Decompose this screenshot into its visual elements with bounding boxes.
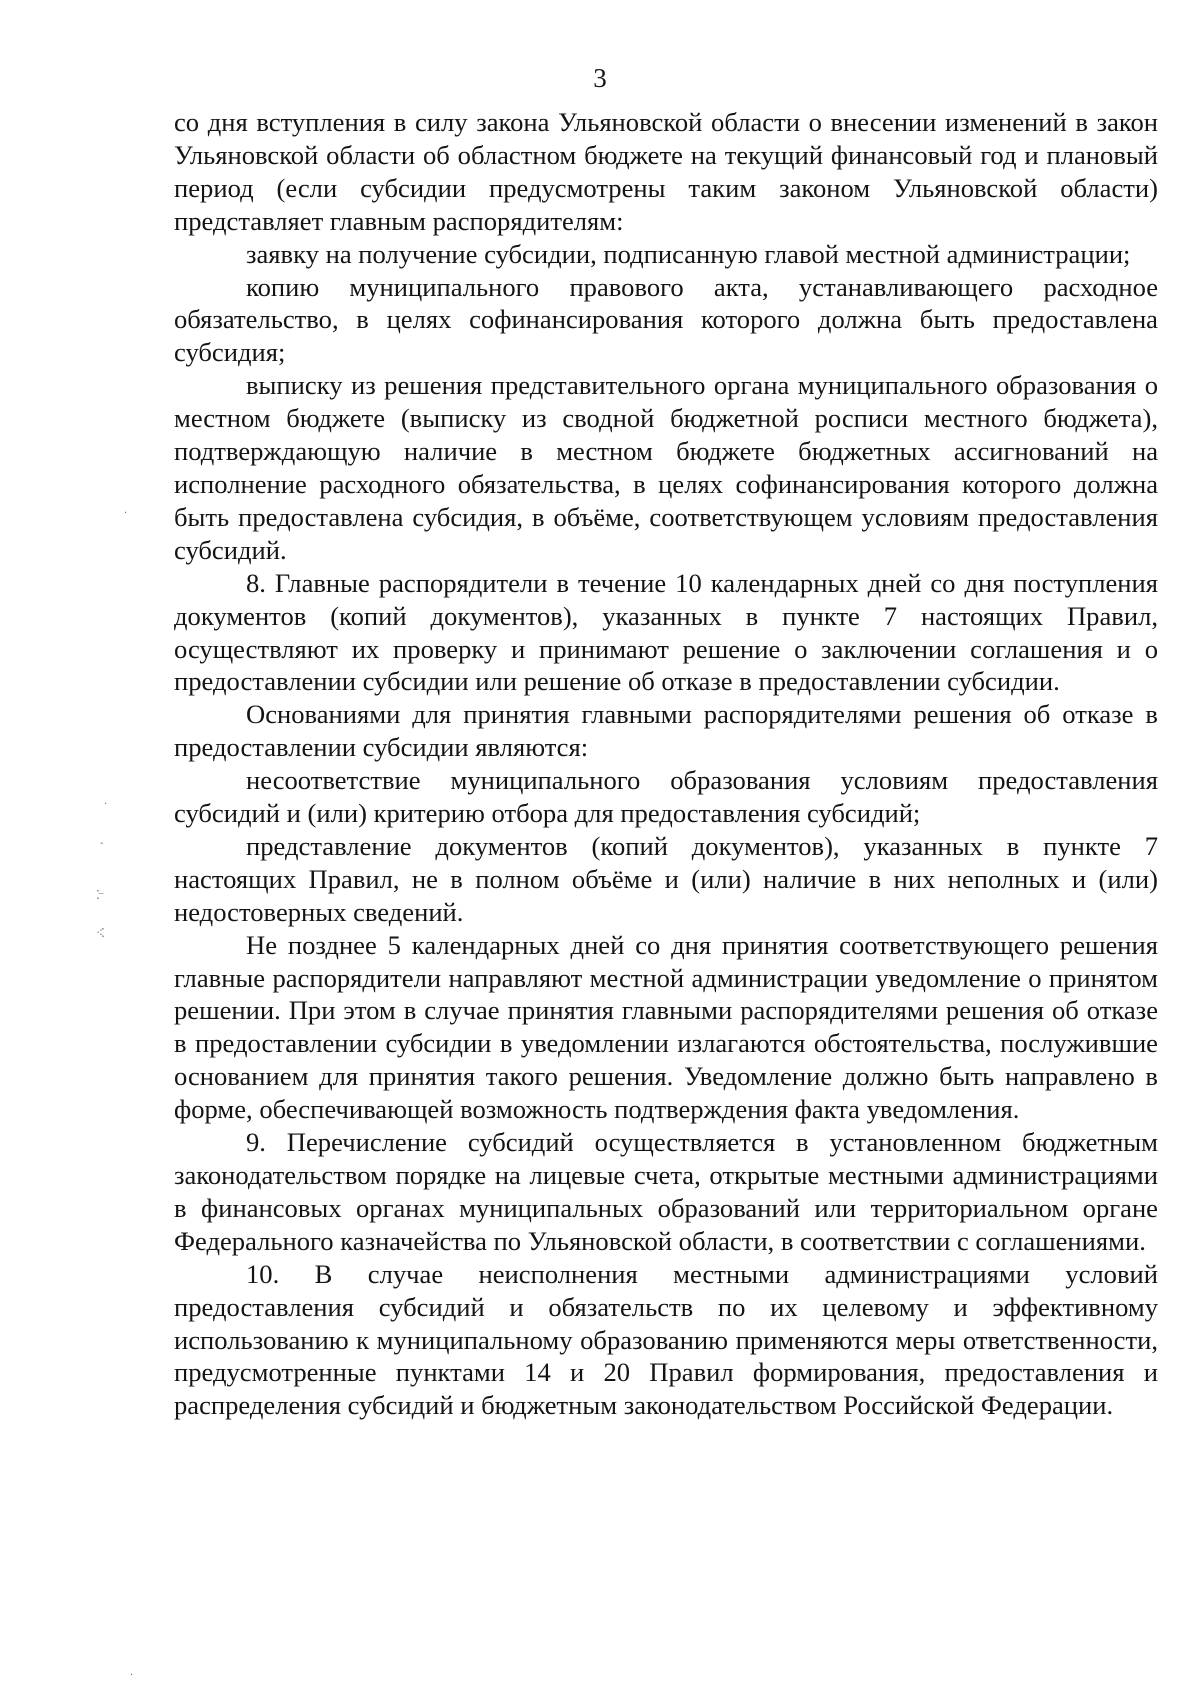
scan-artifact-mark: ⁖⁚ xyxy=(96,926,103,940)
paragraph-notification: Не позднее 5 календарных дней со дня принятия соответствующего решения главные распорядители направляют местной администрации уведомление о принятом решении. При этом в случае принятия главными распорядителями решения об отказе в предоставлении субсидии в уведомлении излагаются обстоятельства, послужившие основанием для принятия такого решения. Уведомление должно быть направлено в форме, обеспечивающей возможность подтверждения факта уведомления. xyxy=(174,929,1158,1125)
paragraph-item-9: 9. Перечисление субсидий осуществляется в установленном бюджетным законодательством порядке на лицевые счета, открытые местными администрациями в финансовых органах муниципальных образований или территориальном органе Федерального казначейства по Ульяновской области, в соответствии с соглашениями. xyxy=(174,1127,1158,1256)
paragraph-refusal-grounds: Основаниями для принятия главными распорядителями решения об отказе в предоставлении субсидии являются: xyxy=(174,699,1158,763)
paragraph-continuation: со дня вступления в силу закона Ульяновской области о внесении изменений в закон Ульяновской области об областном бюджете на текущий финансовый год и плановый период (если субсидии предусмотрены таким законом Ульяновской области) представляет главным распорядителям: xyxy=(174,107,1158,236)
page-number: 3 xyxy=(593,63,607,93)
scan-artifact-dot: · xyxy=(130,1670,134,1681)
paragraph-item-8: 8. Главные распорядители в течение 10 календарных дней со дня поступления документов (копий документов), указанных в пункте 7 настоящих Правил, осуществляют их проверку и принимают решение о заключении соглашения и о предоставлении субсидии или решение об отказе в предоставлении субсидии. xyxy=(174,567,1158,697)
paragraph-application: заявку на получение субсидии, подписанную главой местной администрации; xyxy=(246,238,1131,269)
paragraph-ground-incomplete-documents: представление документов (копий документов), указанных в пункте 7 настоящих Правил, не в полном объёме и (или) наличие в них неполных и (или) недостоверных сведений. xyxy=(174,830,1158,927)
scan-artifact-dot: · xyxy=(124,508,128,519)
scan-artifact-dot: · xyxy=(104,799,108,810)
document-body xyxy=(174,106,1158,1422)
paragraph-budget-extract: выписку из решения представительного органа муниципального образования о местном бюджете (выписку из сводной бюджетной росписи местного бюджета), подтверждающую наличие в местном бюджете бюджетных ассигнований на исполнение расходного обязательства, в целях софинансирования которого должна быть предоставлена субсидия, в объёме, соответствующем условиям предоставления субсидий. xyxy=(174,370,1158,565)
paragraph-item-10: 10. В случае неисполнения местными администрациями условий предоставления субсидий и обязательств по их целевому и эффективному использованию к муниципальному образованию применяются меры ответственности, предусмотренные пунктами 14 и 20 Правил формирования, предоставления и распределения субсидий и бюджетным законодательством Российской Федерации. xyxy=(174,1258,1158,1421)
paragraph-legal-act-copy: копию муниципального правового акта, устанавливающего расходное обязательство, в целях софинансирования которого должна быть предоставлена субсидия; xyxy=(174,271,1158,368)
scan-artifact-mark: ⁚⁻ xyxy=(96,888,103,902)
paragraph-ground-noncompliance: несоответствие муниципального образования условиям предоставления субсидий и (или) критерию отбора для предоставления субсидий; xyxy=(174,765,1158,829)
scan-artifact-dash: - xyxy=(100,838,104,849)
